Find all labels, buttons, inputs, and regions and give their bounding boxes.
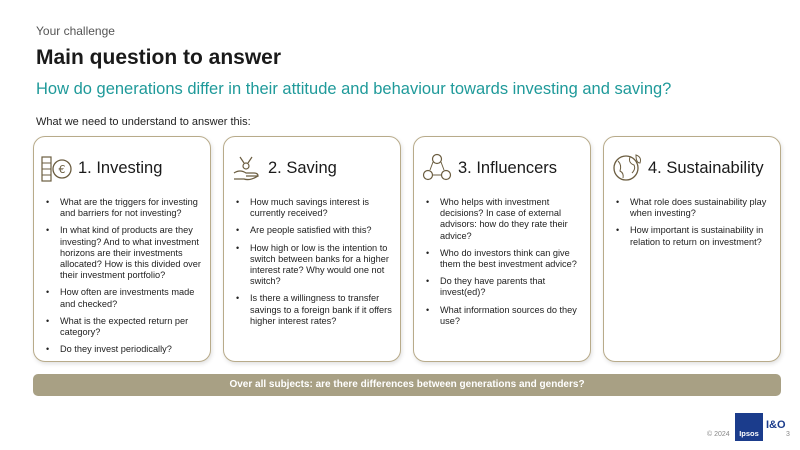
list-item: • How much savings interest is currently received?	[250, 197, 392, 219]
list-item: • In what kind of products are they investing? And to what investment horizons are their investments allocated? How is this divided over their investment portfolio?	[60, 225, 202, 281]
list-item: • Who helps with investment decisions? In case of external advisors: how do they rate their advice?	[440, 197, 582, 242]
copyright: © 2024	[707, 431, 730, 438]
list-item: • Do they have parents that invest(ed)?	[440, 276, 582, 298]
list-item: • What role does sustainability play when investing?	[630, 197, 772, 219]
card-influencers	[413, 136, 591, 362]
card-header	[34, 151, 210, 191]
question-list	[34, 197, 210, 361]
card-title: 3. Influencers	[458, 159, 558, 177]
svg-text:€: €	[58, 163, 66, 176]
intro-text: What we need to understand to answer this:	[36, 116, 251, 128]
list-item: • Do they invest periodically?	[60, 344, 202, 355]
eyebrow: Your challenge	[36, 24, 115, 38]
ipsos-logo	[735, 413, 763, 441]
list-item: • How high or low is the intention to switch between banks for a higher interest rate? Why would one not switch?	[250, 243, 392, 288]
cards-row	[33, 136, 781, 364]
card-title: 4. Sustainability	[648, 159, 764, 177]
question-list	[224, 197, 400, 333]
card-title: 2. Saving	[268, 159, 337, 177]
page-title: Main question to answer	[36, 46, 282, 69]
list-item: • How often are investments made and checked?	[60, 287, 202, 309]
card-header	[224, 151, 400, 191]
io-logo: I&O	[766, 419, 786, 431]
card-title: 1. Investing	[78, 159, 163, 177]
list-item: • What information sources do they use?	[440, 305, 582, 327]
saving-hand-icon	[230, 151, 264, 185]
logo-text: Ipsos	[739, 429, 759, 438]
list-item: • How important is sustainability in relation to return on investment?	[630, 225, 772, 247]
list-item: • What are the triggers for investing and barriers for not investing?	[60, 197, 202, 219]
subtitle: How do generations differ in their attitude and behaviour towards investing and saving?	[36, 80, 672, 98]
list-item: • Are people satisfied with this?	[250, 225, 392, 236]
investment-icon	[40, 151, 74, 185]
card-sustainability	[603, 136, 781, 362]
list-item: • Who do investors think can give them the best investment advice?	[440, 248, 582, 270]
people-network-icon	[420, 151, 454, 185]
list-item: • Is there a willingness to transfer savings to a foreign bank if it offers higher interest rates?	[250, 293, 392, 327]
summary-banner: Over all subjects: are there differences between generations and genders?	[33, 374, 781, 396]
list-item: • What is the expected return per category?	[60, 316, 202, 338]
card-header	[414, 151, 590, 191]
card-header	[604, 151, 780, 191]
globe-leaf-icon	[610, 151, 644, 185]
page-number: 3	[786, 431, 790, 438]
question-list	[414, 197, 590, 333]
card-saving	[223, 136, 401, 362]
card-investing	[33, 136, 211, 362]
question-list	[604, 197, 780, 254]
